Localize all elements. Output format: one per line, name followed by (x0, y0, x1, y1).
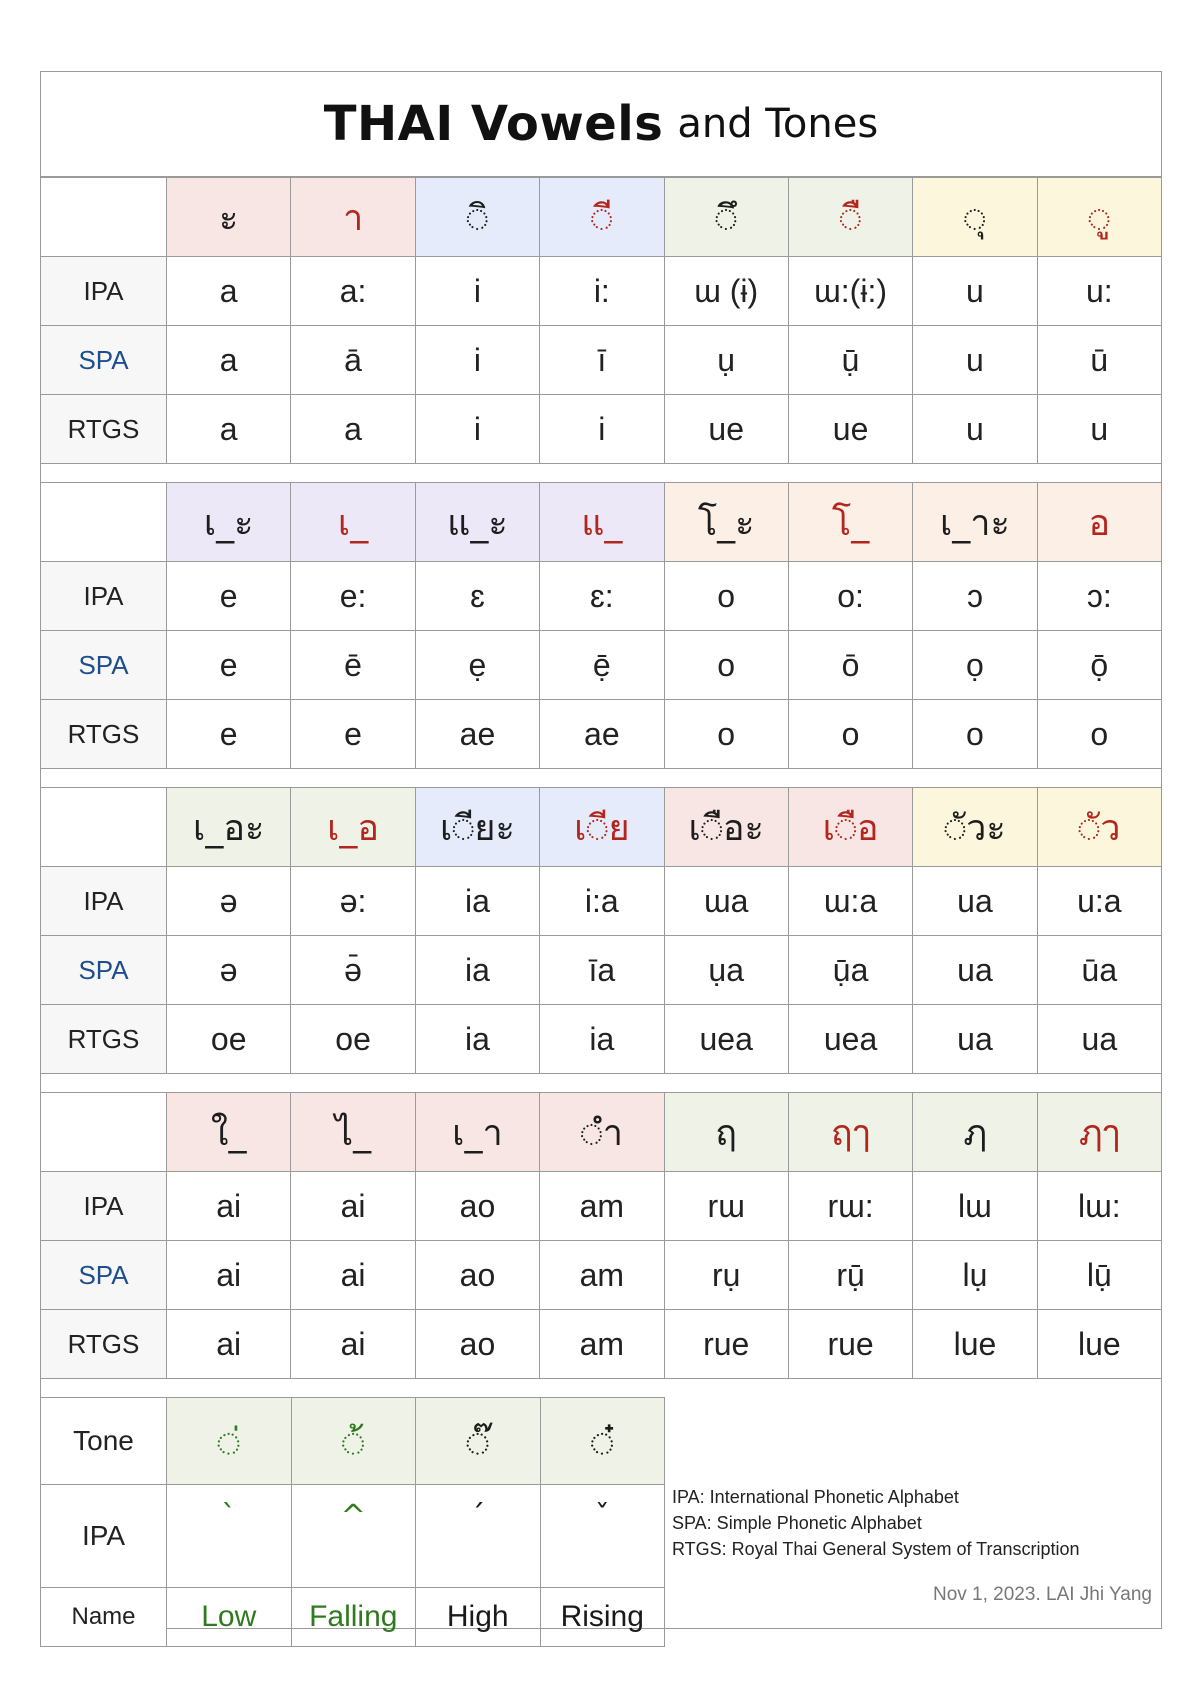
spa-value: am (540, 1241, 664, 1310)
spa-value: ā (291, 326, 415, 395)
rtgs-value: i (540, 395, 664, 464)
ipa-value: ə (167, 867, 291, 936)
vowel-glyph: ◌ำ (540, 1093, 664, 1172)
ipa-value: ai (291, 1172, 415, 1241)
rtgs-value: am (540, 1310, 664, 1379)
ipa-value: ɛ: (540, 562, 664, 631)
ipa-value: rɯ (664, 1172, 788, 1241)
rtgs-value: o (913, 700, 1037, 769)
rtgs-value: u (1037, 395, 1161, 464)
ipa-row (41, 257, 1162, 326)
spa-value: ai (167, 1241, 291, 1310)
corner-cell (41, 1093, 167, 1172)
vowel-glyph: ฤ (664, 1093, 788, 1172)
rtgs-value: ia (540, 1005, 664, 1074)
vowel-glyph: เ◌ีย (540, 788, 664, 867)
spa-value: rụ (664, 1241, 788, 1310)
rtgs-value: o (664, 700, 788, 769)
spa-row (41, 1241, 1162, 1310)
title-main: THAI Vowels (323, 95, 664, 152)
tone-ipa-high: ´ (416, 1485, 541, 1588)
note-spa: SPA: Simple Phonetic Alphabet (672, 1513, 922, 1533)
vowel-glyph: แ_ (540, 483, 664, 562)
spa-value: ụ̄a (788, 936, 912, 1005)
tone-name-rising: Rising (540, 1588, 665, 1647)
rtgs-value: i (415, 395, 539, 464)
vowel-glyph: เ_ (291, 483, 415, 562)
spa-value: i (415, 326, 539, 395)
ipa-value: rɯ: (788, 1172, 912, 1241)
spa-value: ụa (664, 936, 788, 1005)
ipa-row (41, 1172, 1162, 1241)
vowel-glyph: เ_า (415, 1093, 539, 1172)
spa-value: ụ̄ (788, 326, 912, 395)
page-title (40, 71, 1162, 177)
rtgs-row (41, 1005, 1162, 1074)
vowel-glyph: เ◌ือะ (664, 788, 788, 867)
ipa-value: ɯa (664, 867, 788, 936)
ipa-value: i:a (540, 867, 664, 936)
spa-value: ọ̄ (1037, 631, 1161, 700)
ipa-value: ɛ (415, 562, 539, 631)
spa-row-label: SPA (41, 936, 167, 1005)
vowel-glyph: ใ_ (167, 1093, 291, 1172)
rtgs-row (41, 395, 1162, 464)
vowel-glyph: ฦ (913, 1093, 1037, 1172)
spa-value: ụ (664, 326, 788, 395)
spa-value: ūa (1037, 936, 1161, 1005)
vowel-glyph: ◌ัวะ (913, 788, 1037, 867)
rtgs-row-label: RTGS (41, 700, 167, 769)
tone-mark-rising: ◌๋ (540, 1398, 665, 1485)
ipa-row (41, 867, 1162, 936)
vowel-glyph: ไ_ (291, 1093, 415, 1172)
ipa-value: ɔ (913, 562, 1037, 631)
spa-value: o (664, 631, 788, 700)
spa-value: ai (291, 1241, 415, 1310)
rtgs-value: ao (415, 1310, 539, 1379)
rtgs-value: o (788, 700, 912, 769)
ipa-value: ua (913, 867, 1037, 936)
ipa-row-label: IPA (41, 1172, 167, 1241)
title-sub: and Tones (677, 100, 879, 147)
spa-value: ō (788, 631, 912, 700)
vowel-glyph: ◌ัว (1037, 788, 1161, 867)
spa-value: lụ (913, 1241, 1037, 1310)
rtgs-value: a (167, 395, 291, 464)
spa-value: ua (913, 936, 1037, 1005)
ipa-value: u (913, 257, 1037, 326)
vowel-glyph: เ_อะ (167, 788, 291, 867)
ipa-value: e: (291, 562, 415, 631)
rtgs-value: o (1037, 700, 1161, 769)
tone-ipa-label: IPA (41, 1485, 167, 1588)
ipa-value: o (664, 562, 788, 631)
vowel-section-4 (40, 1092, 1162, 1379)
vowel-glyph: ◌ู (1037, 178, 1161, 257)
spa-value: ə (167, 936, 291, 1005)
ipa-value: i (415, 257, 539, 326)
rtgs-row (41, 700, 1162, 769)
tone-mark-falling: ◌้ (291, 1398, 416, 1485)
vowel-glyph: ◌ึ (664, 178, 788, 257)
spa-row (41, 936, 1162, 1005)
spa-value: ē (291, 631, 415, 700)
ipa-row-label: IPA (41, 867, 167, 936)
ipa-value: ɯ (ɨ) (664, 257, 788, 326)
ipa-value: u: (1037, 257, 1161, 326)
rtgs-value: ae (415, 700, 539, 769)
rtgs-value: oe (291, 1005, 415, 1074)
tone-ipa-low: ` (167, 1485, 292, 1588)
spa-row-label: SPA (41, 1241, 167, 1310)
spa-value: ə̄ (291, 936, 415, 1005)
vowel-section-2 (40, 482, 1162, 769)
rtgs-value: uea (788, 1005, 912, 1074)
ipa-value: e (167, 562, 291, 631)
tone-table (40, 1397, 665, 1647)
spa-value: u (913, 326, 1037, 395)
rtgs-value: ue (788, 395, 912, 464)
vowel-section-3 (40, 787, 1162, 1074)
spa-value: ū (1037, 326, 1161, 395)
corner-cell (41, 178, 167, 257)
vowel-glyph: เ_าะ (913, 483, 1037, 562)
ipa-value: o: (788, 562, 912, 631)
spa-value: lụ̄ (1037, 1241, 1161, 1310)
vowel-glyph: ◌ื (788, 178, 912, 257)
vowel-glyph: ฤๅ (788, 1093, 912, 1172)
rtgs-value: oe (167, 1005, 291, 1074)
ipa-value: lɯ (913, 1172, 1037, 1241)
vowel-glyph: ◌ี (540, 178, 664, 257)
vowel-glyph: ฦๅ (1037, 1093, 1161, 1172)
tone-name-high: High (416, 1588, 541, 1647)
vowel-glyph: แ_ะ (415, 483, 539, 562)
note-ipa: IPA: International Phonetic Alphabet (672, 1487, 959, 1507)
ipa-value: ɯ:a (788, 867, 912, 936)
ipa-value: u:a (1037, 867, 1161, 936)
rtgs-value: u (913, 395, 1037, 464)
vowel-header-row (41, 788, 1162, 867)
vowel-glyph: า (291, 178, 415, 257)
ipa-value: am (540, 1172, 664, 1241)
spa-row-label: SPA (41, 326, 167, 395)
rtgs-value: e (291, 700, 415, 769)
tone-name-falling: Falling (291, 1588, 416, 1647)
tone-ipa-rising: ˇ (540, 1485, 665, 1588)
vowel-glyph: ะ (167, 178, 291, 257)
rtgs-value: ua (913, 1005, 1037, 1074)
rtgs-value: rue (788, 1310, 912, 1379)
ipa-value: lɯ: (1037, 1172, 1161, 1241)
tone-mark-row (41, 1398, 665, 1485)
rtgs-value: ai (167, 1310, 291, 1379)
spa-value: ẹ̄ (540, 631, 664, 700)
vowel-header-row (41, 483, 1162, 562)
ipa-value: ao (415, 1172, 539, 1241)
rtgs-value: lue (1037, 1310, 1161, 1379)
rtgs-value: ue (664, 395, 788, 464)
spa-value: rụ̄ (788, 1241, 912, 1310)
ipa-value: a (167, 257, 291, 326)
ipa-value: ai (167, 1172, 291, 1241)
rtgs-value: e (167, 700, 291, 769)
vowel-glyph: ◌ิ (415, 178, 539, 257)
ipa-value: a: (291, 257, 415, 326)
credit-line: Nov 1, 2023. LAI Jhi Yang (932, 1584, 1152, 1605)
vowel-glyph: โ_ (788, 483, 912, 562)
corner-cell (41, 483, 167, 562)
spa-value: īa (540, 936, 664, 1005)
vowel-header-row (41, 1093, 1162, 1172)
rtgs-value: ia (415, 1005, 539, 1074)
rtgs-row-label: RTGS (41, 1005, 167, 1074)
rtgs-row-label: RTGS (41, 395, 167, 464)
vowel-glyph: โ_ะ (664, 483, 788, 562)
ipa-value: i: (540, 257, 664, 326)
rtgs-value: ua (1037, 1005, 1161, 1074)
rtgs-value: ai (291, 1310, 415, 1379)
vowel-glyph: เ◌ือ (788, 788, 912, 867)
vowel-header-row (41, 178, 1162, 257)
ipa-value: ɔ: (1037, 562, 1161, 631)
vowel-glyph: เ_อ (291, 788, 415, 867)
tone-label: Tone (41, 1398, 167, 1485)
spa-value: e (167, 631, 291, 700)
corner-cell (41, 788, 167, 867)
rtgs-row (41, 1310, 1162, 1379)
legend-notes (672, 1484, 1152, 1562)
spa-value: a (167, 326, 291, 395)
ipa-row (41, 562, 1162, 631)
rtgs-value: uea (664, 1005, 788, 1074)
spa-value: ao (415, 1241, 539, 1310)
tone-name-label: Name (41, 1588, 167, 1647)
vowel-glyph: อ (1037, 483, 1161, 562)
ipa-value: ia (415, 867, 539, 936)
spa-row (41, 326, 1162, 395)
rtgs-value: a (291, 395, 415, 464)
note-rtgs: RTGS: Royal Thai General System of Transcription (672, 1539, 1080, 1559)
ipa-value: ə: (291, 867, 415, 936)
vowel-glyph: เ_ะ (167, 483, 291, 562)
spa-value: ī (540, 326, 664, 395)
tone-mark-high: ◌๊ (416, 1398, 541, 1485)
vowel-section-1 (40, 177, 1162, 464)
tone-name-row (41, 1588, 665, 1647)
vowel-glyph: เ◌ียะ (415, 788, 539, 867)
rtgs-row-label: RTGS (41, 1310, 167, 1379)
tone-name-low: Low (167, 1588, 292, 1647)
ipa-row-label: IPA (41, 257, 167, 326)
rtgs-value: ae (540, 700, 664, 769)
ipa-value: ɯ:(ɨ:) (788, 257, 912, 326)
tone-ipa-falling: ^ (291, 1485, 416, 1588)
spa-row-label: SPA (41, 631, 167, 700)
spa-value: ẹ (415, 631, 539, 700)
ipa-row-label: IPA (41, 562, 167, 631)
rtgs-value: lue (913, 1310, 1037, 1379)
tone-ipa-row (41, 1485, 665, 1588)
spa-value: ọ (913, 631, 1037, 700)
spa-value: ia (415, 936, 539, 1005)
tone-mark-low: ◌่ (167, 1398, 292, 1485)
rtgs-value: rue (664, 1310, 788, 1379)
spa-row (41, 631, 1162, 700)
vowel-glyph: ◌ุ (913, 178, 1037, 257)
